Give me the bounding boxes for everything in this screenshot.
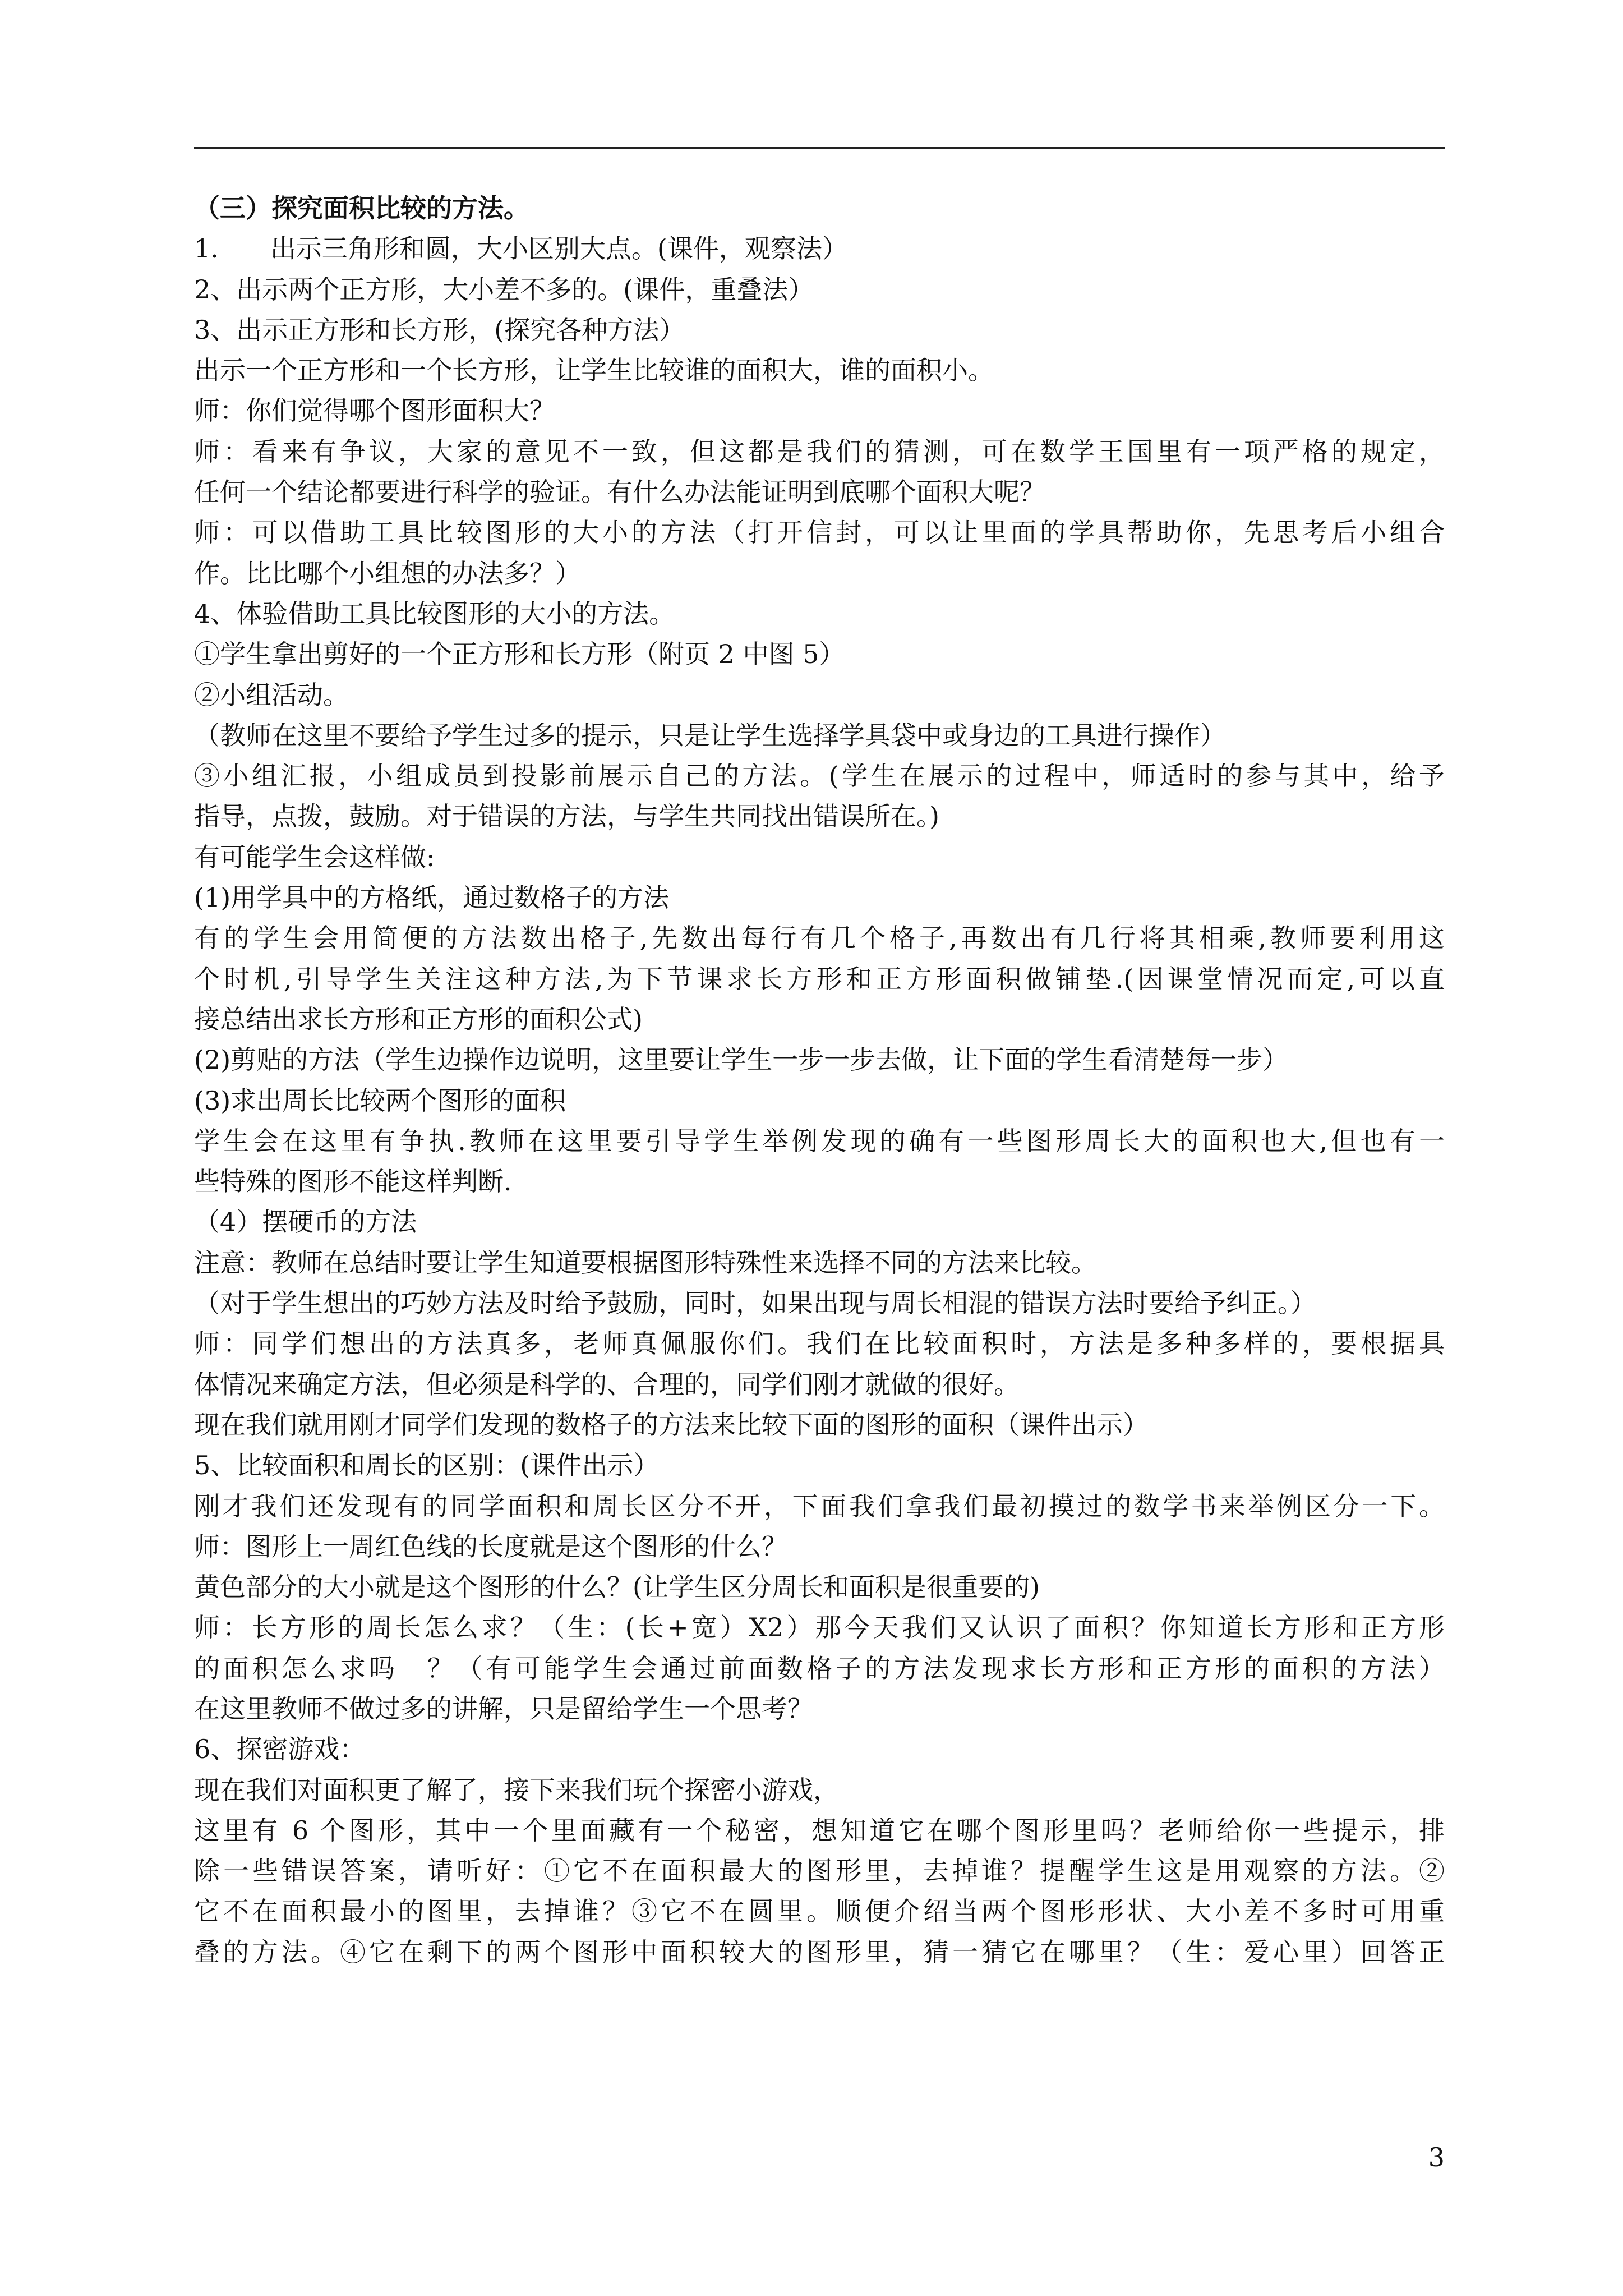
- text-line: ①学生拿出剪好的一个正方形和长方形（附页 2 中图 5）: [194, 639, 845, 670]
- text-line: 作。比比哪个小组想的办法多？）: [194, 558, 581, 588]
- header-rule: [194, 147, 1445, 149]
- text-line: 5、比较面积和周长的区别：(课件出示）: [194, 1450, 660, 1481]
- text-line: (3)求出周长比较两个图形的面积: [194, 1085, 566, 1116]
- text-line: 叠的方法。④它在剩下的两个图形中面积较大的图形里，猜一猜它在哪里？（生：爱心里）回答正: [194, 1936, 1445, 1967]
- text-line: 个时机,引导学生关注这种方法,为下节课求长方形和正方形面积做铺垫.(因课堂情况而定,可以直: [194, 963, 1445, 994]
- text-line: （教师在这里不要给予学生过多的提示，只是让学生选择学具袋中或身边的工具进行操作）: [194, 720, 1226, 751]
- text-line: 它不在面积最小的图里，去掉谁？③它不在圆里。顺便介绍当两个图形形状、大小差不多时可用重: [194, 1896, 1445, 1927]
- text-line: 师：同学们想出的方法真多，老师真佩服你们。我们在比较面积时，方法是多种多样的，要根据具: [194, 1328, 1445, 1359]
- text-line: 6、探密游戏：: [194, 1734, 366, 1765]
- text-line: 3、出示正方形和长方形，(探究各种方法）: [194, 314, 685, 345]
- text-line: 些特殊的图形不能这样判断.: [194, 1166, 512, 1197]
- text-line: 学生会在这里有争执.教师在这里要引导学生举例发现的确有一些图形周长大的面积也大,但也有一: [194, 1125, 1445, 1156]
- text-line: 有的学生会用简便的方法数出格子,先数出每行有几个格子,再数出有几行将其相乘,教师要利用这: [194, 923, 1445, 954]
- text-line: ②小组活动。: [194, 679, 349, 710]
- section-heading: （三）探究面积比较的方法。: [194, 193, 529, 223]
- text-line: 刚才我们还发现有的同学面积和周长区分不开，下面我们拿我们最初摸过的数学书来举例区分一下。: [194, 1490, 1445, 1521]
- text-line: 有可能学生会这样做:: [194, 841, 435, 872]
- text-line: 接总结出求长方形和正方形的面积公式): [194, 1004, 643, 1034]
- text-line: 现在我们对面积更了解了，接下来我们玩个探密小游戏，: [194, 1774, 839, 1805]
- text-line: 师：图形上一周红色线的长度就是这个图形的什么？: [194, 1531, 787, 1562]
- text-line: 师：你们觉得哪个图形面积大？: [194, 395, 555, 426]
- text-line: 师：长方形的周长怎么求？（生：(长+宽）X2）那今天我们又认识了面积？你知道长方形和正方形: [194, 1612, 1445, 1643]
- text-line: (2)剪贴的方法（学生边操作边说明，这里要让学生一步一步去做，让下面的学生看清楚每一步）: [194, 1045, 1289, 1075]
- text-line: 师：看来有争议，大家的意见不一致，但这都是我们的猜测，可在数学王国里有一项严格的规定，: [194, 436, 1445, 467]
- text-line: 4、体验借助工具比较图形的大小的方法。: [194, 598, 675, 629]
- text-line: 黄色部分的大小就是这个图形的什么？(让学生区分周长和面积是很重要的): [194, 1572, 1040, 1603]
- text-line: 体情况来确定方法，但必须是科学的、合理的，同学们刚才就做的很好。: [194, 1369, 1020, 1400]
- text-line: 这里有 6 个图形，其中一个里面藏有一个秘密，想知道它在哪个图形里吗？老师给你一些提示，排: [194, 1815, 1445, 1846]
- text-line: 注意：教师在总结时要让学生知道要根据图形特殊性来选择不同的方法来比较。: [194, 1247, 1097, 1278]
- document-body: [194, 188, 1445, 1972]
- text-line: 除一些错误答案，请听好：①它不在面积最大的图形里，去掉谁？提醒学生这是用观察的方法。②: [194, 1856, 1445, 1887]
- text-line: 在这里教师不做过多的讲解，只是留给学生一个思考？: [194, 1693, 813, 1724]
- text-line: 师：可以借助工具比较图形的大小的方法（打开信封，可以让里面的学具帮助你，先思考后小组合: [194, 517, 1445, 548]
- text-line: 1. 出示三角形和圆，大小区别大点。(课件，观察法）: [194, 233, 848, 264]
- text-line: 任何一个结论都要进行科学的验证。有什么办法能证明到底哪个面积大呢？: [194, 477, 1045, 508]
- text-line: 指导，点拨，鼓励。对于错误的方法，与学生共同找出错误所在。): [194, 801, 939, 832]
- text-line: (1)用学具中的方格纸，通过数格子的方法: [194, 882, 670, 913]
- page-number: 3: [1428, 2142, 1445, 2173]
- text-line: 出示一个正方形和一个长方形，让学生比较谁的面积大，谁的面积小。: [194, 355, 994, 386]
- text-line: ③小组汇报，小组成员到投影前展示自己的方法。(学生在展示的过程中，师适时的参与其中，给予: [194, 761, 1445, 792]
- text-line: （4）摆硬币的方法: [194, 1207, 417, 1237]
- text-line: 现在我们就用刚才同学们发现的数格子的方法来比较下面的图形的面积（课件出示）: [194, 1409, 1149, 1440]
- text-line: 的面积怎么求吗 ？（有可能学生会通过前面数格子的方法发现求长方形和正方形的面积的方法）: [194, 1653, 1445, 1683]
- text-line: （对于学生想出的巧妙方法及时给予鼓励，同时，如果出现与周长相混的错误方法时要给予纠正。）: [194, 1288, 1316, 1319]
- text-line: 2、出示两个正方形，大小差不多的。(课件，重叠法）: [194, 274, 814, 305]
